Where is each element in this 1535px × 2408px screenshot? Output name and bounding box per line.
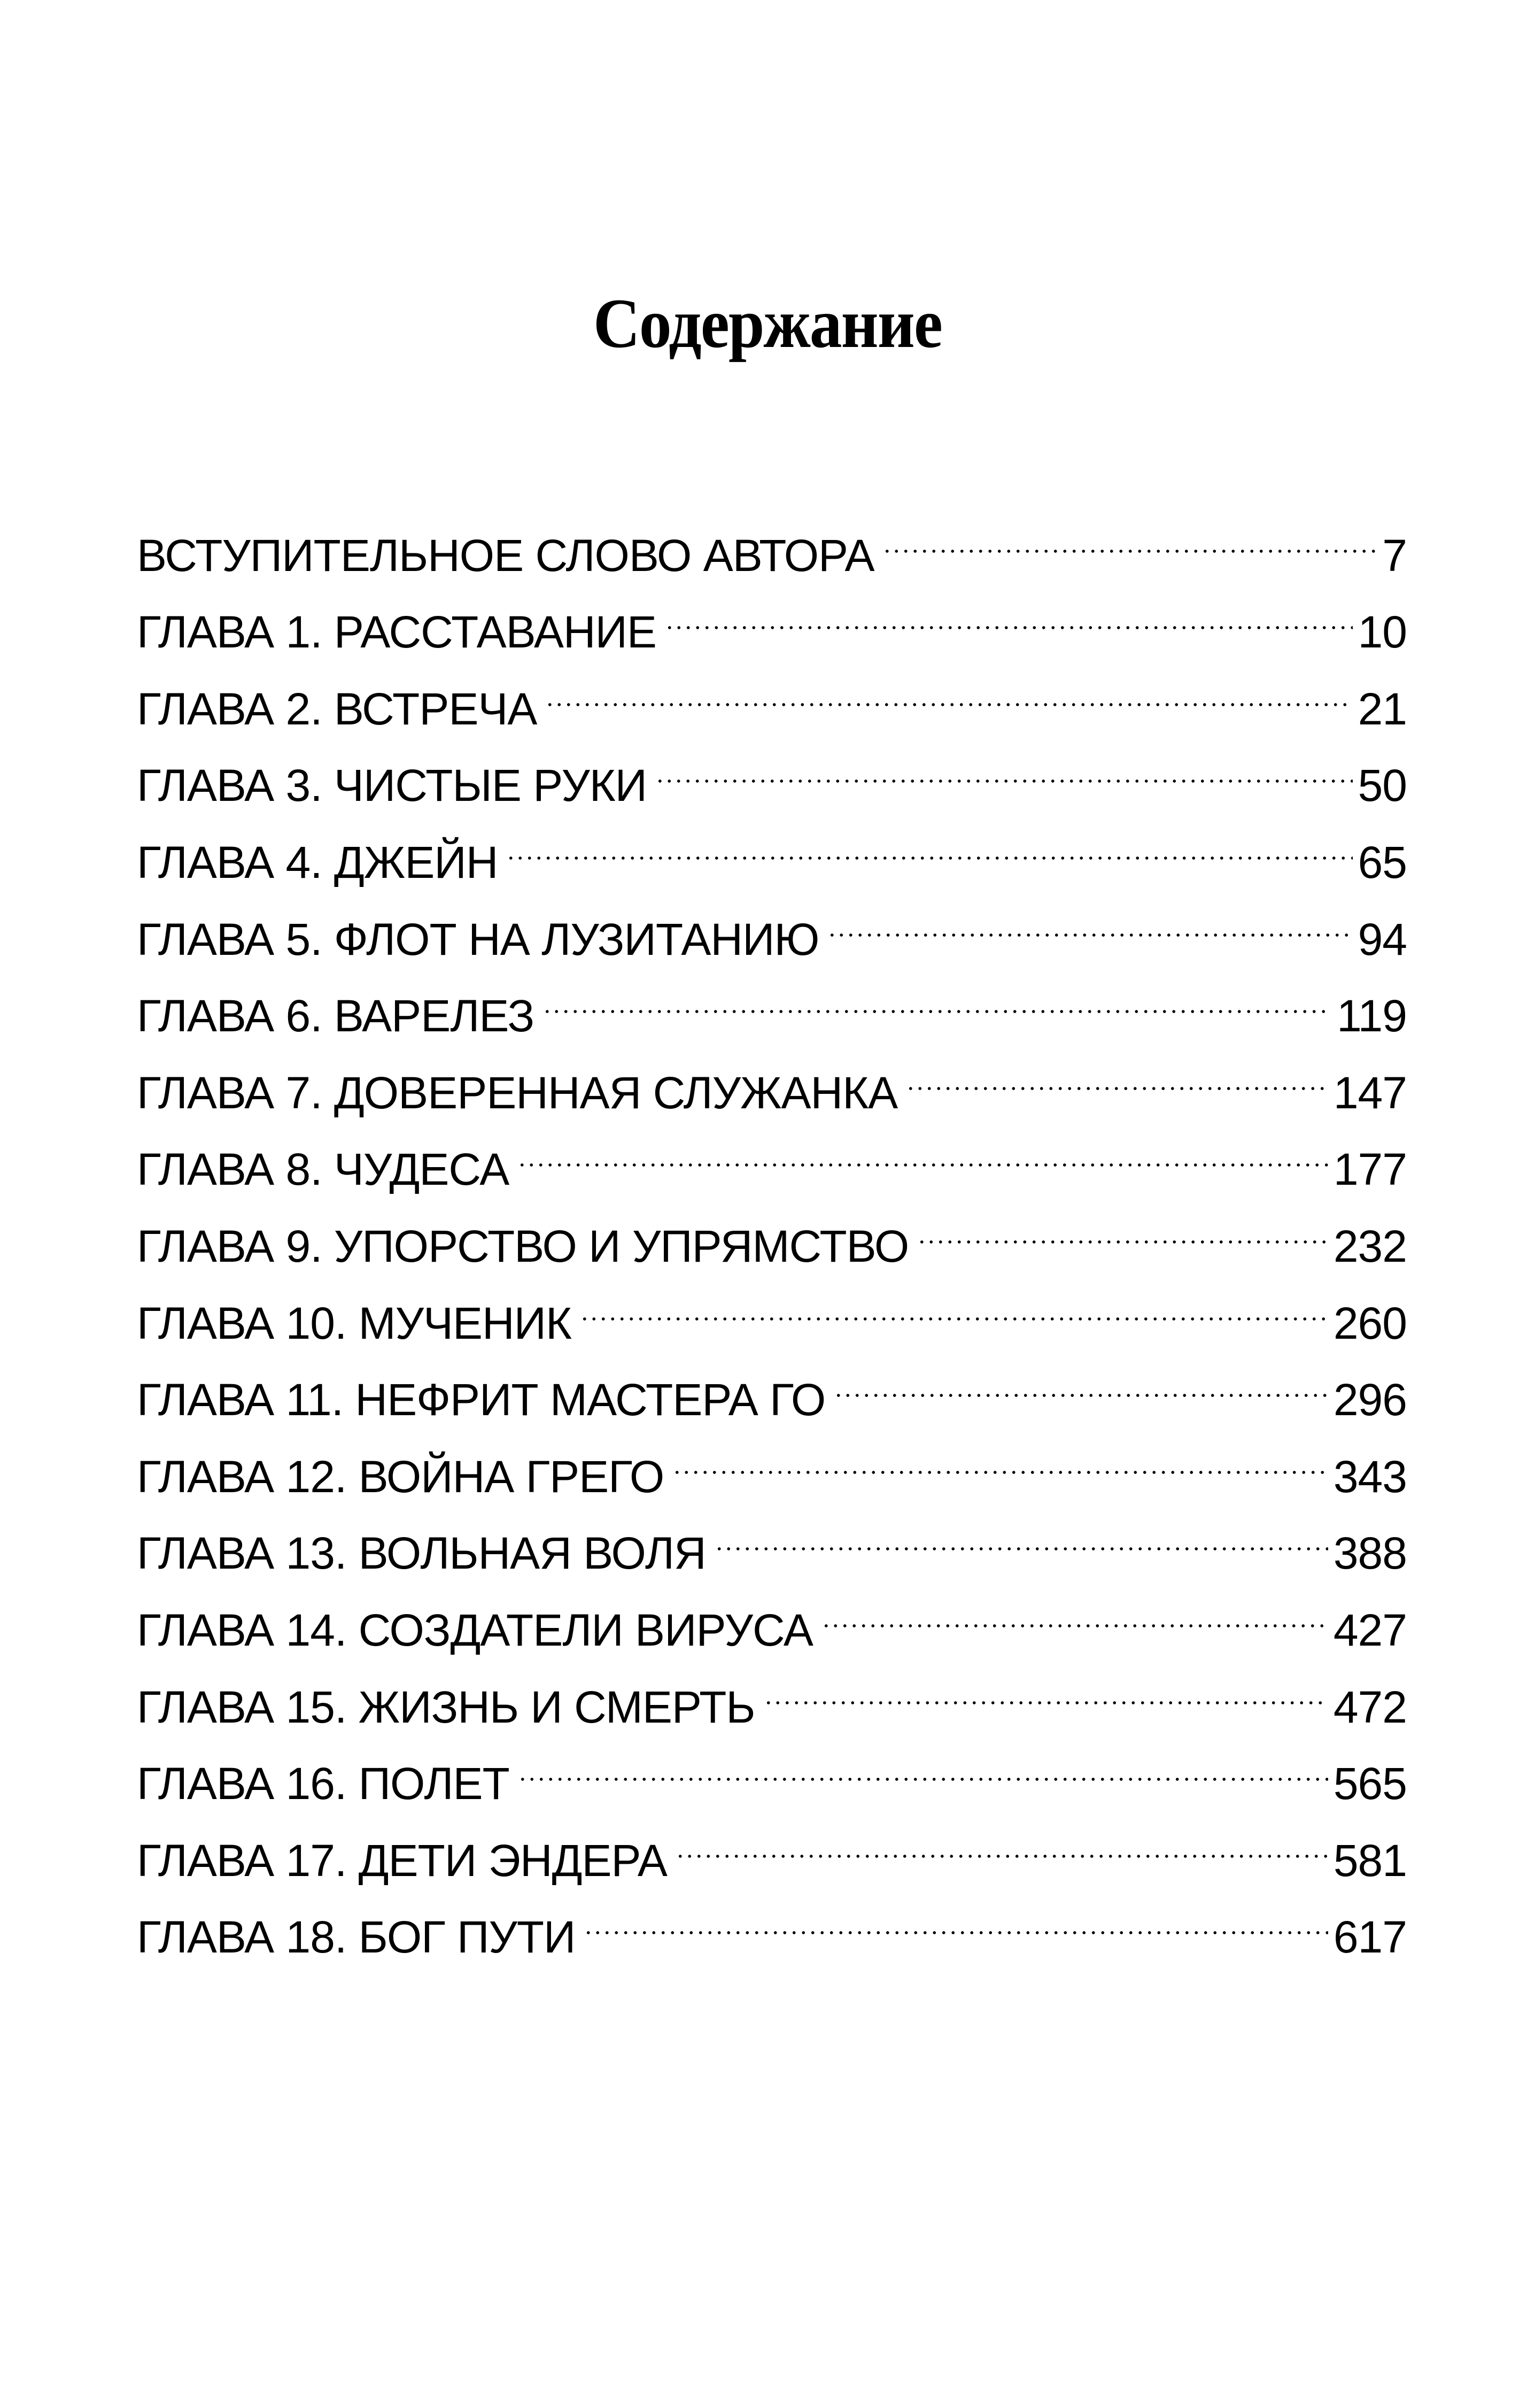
toc-entry-page-number: 581 — [1333, 1835, 1407, 1886]
toc-entry-page-number: 94 — [1358, 914, 1407, 964]
toc-entry-label: ГЛАВА 12. ВОЙНА ГРЕГО — [137, 1451, 664, 1502]
toc-entry-page-number: 472 — [1333, 1681, 1407, 1732]
toc-entry-label: ГЛАВА 10. МУЧЕНИК — [137, 1298, 571, 1348]
toc-entry-label: ГЛАВА 15. ЖИЗНЬ И СМЕРТЬ — [137, 1681, 755, 1732]
toc-entry-page-number: 119 — [1337, 991, 1407, 1041]
dot-leader — [906, 1031, 1328, 1108]
dot-leader — [545, 647, 1352, 724]
toc-entry-page-number: 7 — [1382, 530, 1407, 581]
toc-entry-label: ГЛАВА 6. ВАРЕЛЕЗ — [137, 991, 534, 1041]
toc-entry-page-number: 65 — [1358, 837, 1407, 887]
toc-entry-label: ГЛАВА 5. ФЛОТ НА ЛУЗИТАНИЮ — [137, 914, 819, 964]
page-title: Содержание — [593, 284, 942, 362]
toc-entry-page-number: 147 — [1333, 1067, 1407, 1118]
toc-entry-label: ГЛАВА 17. ДЕТИ ЭНДЕРА — [137, 1835, 667, 1886]
toc-entry-label: ГЛАВА 8. ЧУДЕСА — [137, 1144, 509, 1195]
toc-entry-label: ГЛАВА 2. ВСТРЕЧА — [137, 683, 537, 734]
dot-leader — [672, 1415, 1328, 1492]
toc-entry-page-number: 50 — [1358, 760, 1407, 811]
dot-leader — [655, 724, 1353, 801]
toc-entry-page-number: 10 — [1358, 607, 1407, 658]
dot-leader — [517, 1108, 1328, 1185]
toc-entry-page-number: 343 — [1333, 1451, 1407, 1502]
dot-leader — [764, 1646, 1328, 1723]
dot-leader — [715, 1492, 1328, 1569]
dot-leader — [827, 878, 1352, 955]
dot-leader — [676, 1799, 1328, 1876]
dot-leader — [506, 801, 1352, 878]
toc-entry-page-number: 565 — [1333, 1758, 1407, 1809]
toc-entry-label: ГЛАВА 16. ПОЛЕТ — [137, 1758, 509, 1809]
dot-leader — [518, 1723, 1328, 1800]
toc-entry-page-number: 21 — [1358, 683, 1407, 734]
toc-entry-page-number: 296 — [1333, 1375, 1407, 1425]
toc-entry-label: ГЛАВА 11. НЕФРИТ МАСТЕРА ГО — [137, 1375, 826, 1425]
toc-entry-label: ВСТУПИТЕЛЬНОЕ СЛОВО АВТОРА — [137, 530, 874, 581]
dot-leader — [584, 1876, 1328, 1953]
toc-entry-page-number: 177 — [1333, 1144, 1407, 1195]
toc-entry-label: ГЛАВА 18. БОГ ПУТИ — [137, 1912, 576, 1963]
toc-entry-label: ГЛАВА 3. ЧИСТЫЕ РУКИ — [137, 760, 647, 811]
toc-entry-page-number: 427 — [1333, 1604, 1407, 1655]
dot-leader — [834, 1339, 1328, 1416]
dot-leader — [542, 955, 1331, 1032]
toc-entry — [137, 494, 1407, 581]
dot-leader — [917, 1185, 1328, 1262]
toc-entry-label: ГЛАВА 4. ДЖЕЙН — [137, 837, 498, 887]
table-of-contents — [137, 494, 1407, 1963]
toc-entry-page-number: 388 — [1333, 1528, 1407, 1579]
toc-entry-label: ГЛАВА 1. РАССТАВАНИЕ — [137, 607, 656, 658]
dot-leader — [821, 1569, 1328, 1646]
toc-entry-page-number: 260 — [1333, 1298, 1407, 1348]
toc-entry-page-number: 232 — [1333, 1221, 1407, 1271]
dot-leader — [665, 571, 1353, 648]
dot-leader — [580, 1262, 1328, 1339]
toc-entry-label: ГЛАВА 14. СОЗДАТЕЛИ ВИРУСА — [137, 1604, 813, 1655]
toc-entry-label: ГЛАВА 13. ВОЛЬНАЯ ВОЛЯ — [137, 1528, 706, 1579]
toc-entry-page-number: 617 — [1333, 1912, 1407, 1963]
dot-leader — [882, 494, 1377, 571]
toc-entry-label: ГЛАВА 7. ДОВЕРЕННАЯ СЛУЖАНКА — [137, 1067, 898, 1118]
toc-entry-label: ГЛАВА 9. УПОРСТВО И УПРЯМСТВО — [137, 1221, 909, 1271]
